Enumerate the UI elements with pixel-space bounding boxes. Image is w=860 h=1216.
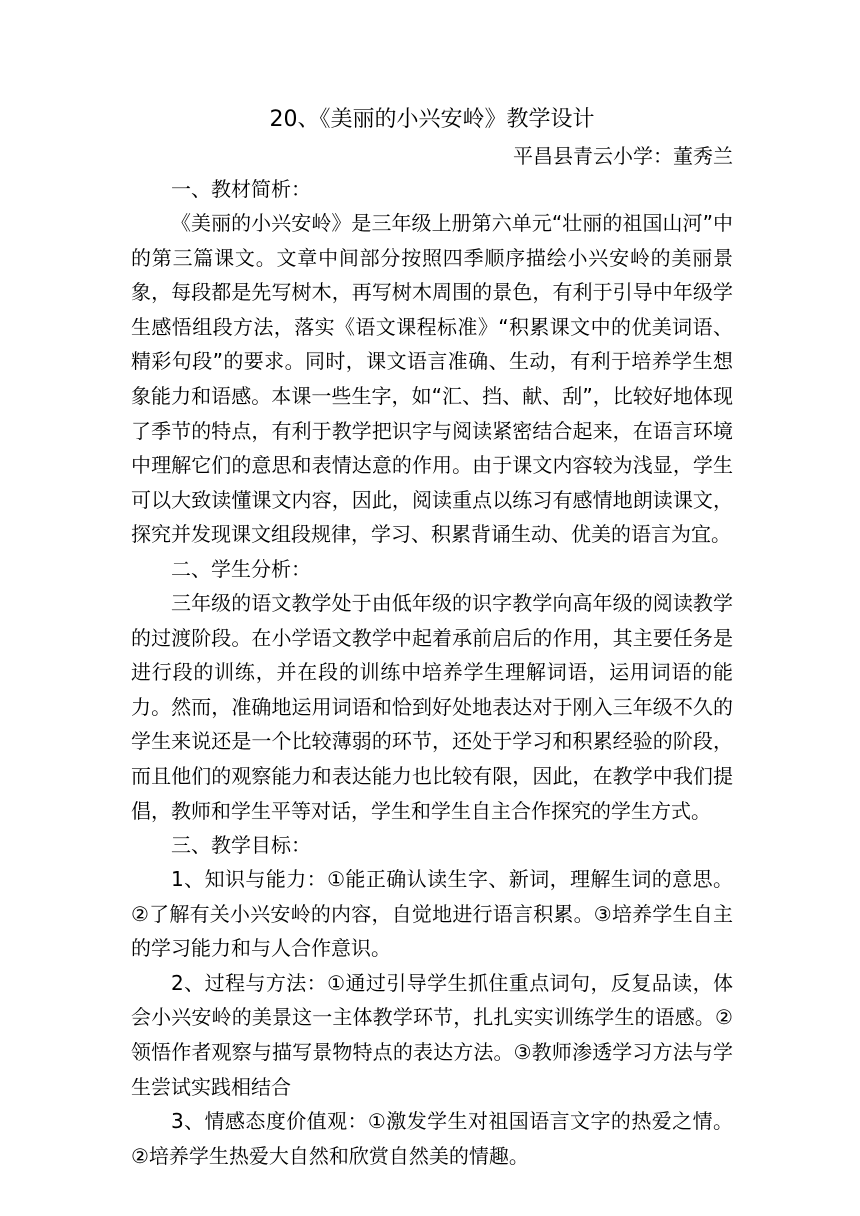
author-line: 平昌县青云小学：董秀兰	[513, 144, 733, 168]
paragraph: 2、过程与方法：①通过引导学生抓住重点词句，反复品读，体会小兴安岭的美景这一主体教学环节，扎扎实实训练学生的语感。②领悟作者观察与描写景物特点的表达方法。③教师渗透学习方法与学生尝试实践相结合	[131, 970, 733, 1099]
paragraph: 《美丽的小兴安岭》是三年级上册第六单元“壮丽的祖国山河”中的第三篇课文。文章中间部分按照四季顺序描绘小兴安岭的美丽景象，每段都是先写树木，再写树木周围的景色，有利于引导中年级学生感悟组段方法，落实《语文课程标准》“积累课文中的优美词语、精彩句段”的要求。同时，课文语言准确、生动，有利于培养学生想象能力和语感。本课一些生字，如“汇、挡、献、刮”，比较好地体现了季节的特点，有利于教学把识字与阅读紧密结合起来，在语言环境中理解它们的意思和表情达意的作用。由于课文内容较为浅显，学生可以大致读懂课文内容，因此，阅读重点以练习有感情地朗读课文，探究并发现课文组段规律，学习、积累背诵生动、优美的语言为宜。	[131, 211, 733, 547]
document-page	[131, 100, 733, 1173]
paragraph: 三年级的语文教学处于由低年级的识字教学向高年级的阅读教学的过渡阶段。在小学语文教学中起着承前启后的作用，其主要任务是进行段的训练，并在段的训练中培养学生理解词语，运用词语的能力。然而，准确地运用词语和恰到好处地表达对于刚入三年级不久的学生来说还是一个比较薄弱的环节，还处于学习和积累经验的阶段，而且他们的观察能力和表达能力也比较有限，因此，在教学中我们提倡，教师和学生平等对话，学生和学生自主合作探究的学生方式。	[131, 590, 733, 823]
paragraph: 1、知识与能力：①能正确认读生字、新词，理解生词的意思。②了解有关小兴安岭的内容，自觉地进行语言积累。③培养学生自主的学习能力和与人合作意识。	[131, 867, 733, 961]
section-heading-student-analysis: 二、学生分析：	[171, 556, 311, 581]
paragraph: 3、情感态度价值观：①激发学生对祖国语言文字的热爱之情。②培养学生热爱大自然和欣赏自然美的情趣。	[131, 1109, 733, 1168]
section-heading-textbook-analysis: 一、教材简析：	[171, 177, 311, 201]
section-heading-teaching-goals: 三、教学目标：	[171, 833, 311, 858]
document-title: 20、《美丽的小兴安岭》教学设计	[269, 107, 595, 132]
